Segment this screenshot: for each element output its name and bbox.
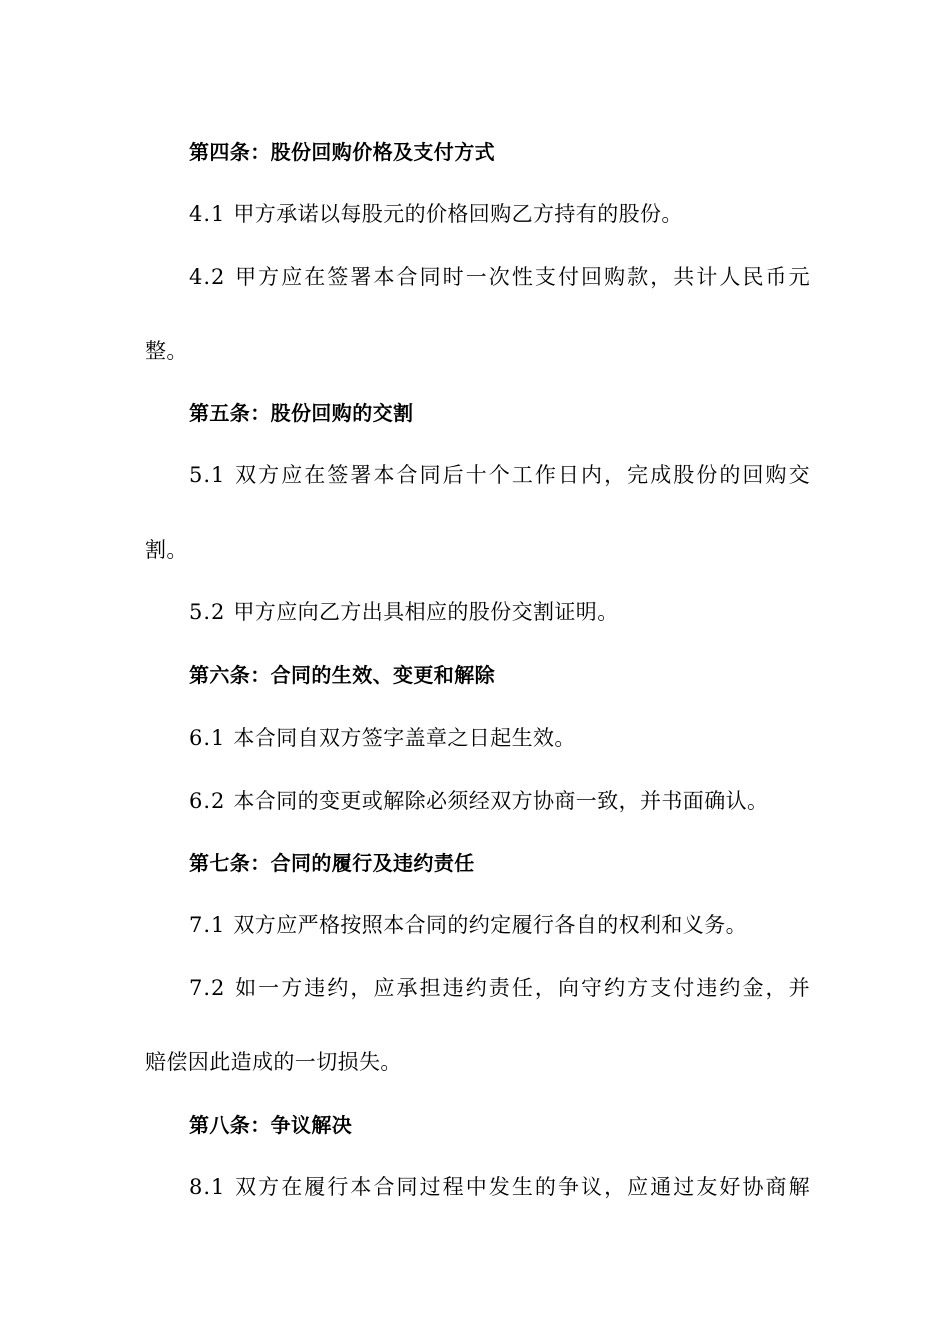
clause-7-1 bbox=[189, 910, 854, 940]
section-heading-4: 第四条：股份回购价格及支付方式 bbox=[189, 140, 495, 164]
clause-number: 5.2 bbox=[189, 600, 226, 624]
clause-text: 甲方承诺以每股元的价格回购乙方持有的股份。 bbox=[233, 202, 683, 226]
section-heading-7: 第七条：合同的履行及违约责任 bbox=[189, 851, 475, 875]
clause-number: 7.2 bbox=[189, 976, 226, 1000]
clause-5-1-continuation: 割。 bbox=[145, 538, 188, 562]
clause-8-1 bbox=[189, 1172, 810, 1202]
section-heading-6: 第六条：合同的生效、变更和解除 bbox=[189, 663, 495, 687]
clause-text: 如一方违约，应承担违约责任，向守约方支付违约金，并 bbox=[233, 976, 810, 1000]
clause-5-2 bbox=[189, 597, 854, 627]
clause-4-2-continuation: 整。 bbox=[145, 339, 188, 363]
clause-text: 双方应严格按照本合同的约定履行各自的权利和义务。 bbox=[233, 913, 748, 937]
clause-number: 7.1 bbox=[189, 913, 226, 937]
clause-text: 甲方应向乙方出具相应的股份交割证明。 bbox=[233, 600, 619, 624]
section-heading-5: 第五条：股份回购的交割 bbox=[189, 401, 414, 425]
clause-6-1 bbox=[189, 723, 854, 753]
clause-number: 4.1 bbox=[189, 202, 226, 226]
section-heading-8: 第八条：争议解决 bbox=[189, 1113, 353, 1137]
clause-text: 双方在履行本合同过程中发生的争议，应通过友好协商解 bbox=[233, 1175, 810, 1199]
clause-7-2-continuation: 赔偿因此造成的一切损失。 bbox=[145, 1050, 402, 1074]
clause-text: 甲方应在签署本合同时一次性支付回购款，共计人民币元 bbox=[233, 265, 810, 289]
clause-number: 6.2 bbox=[189, 789, 226, 813]
clause-6-2 bbox=[189, 786, 854, 816]
clause-5-1 bbox=[189, 460, 810, 490]
clause-number: 6.1 bbox=[189, 726, 226, 750]
clause-7-2 bbox=[189, 973, 810, 1003]
clause-number: 4.2 bbox=[189, 265, 226, 289]
clause-number: 5.1 bbox=[189, 463, 226, 487]
clause-4-2 bbox=[189, 262, 810, 292]
clause-text: 本合同自双方签字盖章之日起生效。 bbox=[233, 726, 576, 750]
clause-text: 双方应在签署本合同后十个工作日内，完成股份的回购交 bbox=[233, 463, 810, 487]
clause-text: 本合同的变更或解除必须经双方协商一致，并书面确认。 bbox=[233, 789, 769, 813]
clause-4-1 bbox=[189, 199, 854, 229]
clause-number: 8.1 bbox=[189, 1175, 226, 1199]
